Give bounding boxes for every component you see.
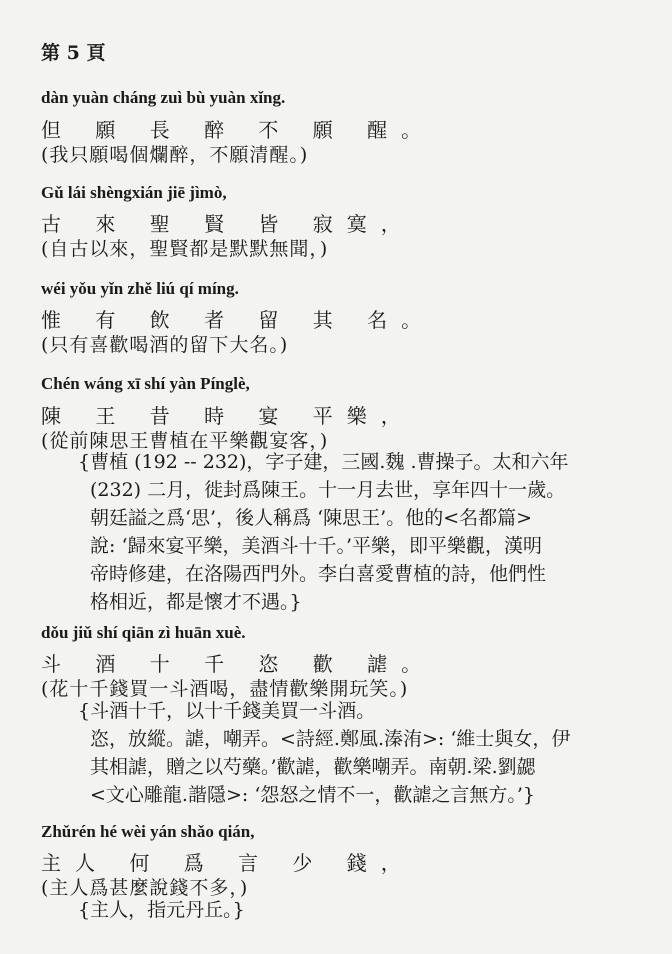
verse-2-translation: (自古以來，聖賢都是默默無聞，) [41, 238, 329, 260]
verse-3-pinyin: wéi yǒu yǐn zhě liú qí míng. [41, 279, 239, 298]
note-line: 帝時修建，在洛陽西門外。李白喜愛曹植的詩，他們性 [90, 563, 547, 585]
verse-5-hanzi: 斗 酒 十 千 恣 歡 謔。 [41, 652, 436, 676]
verse-3-translation: (只有喜歡喝酒的留下大名。) [41, 334, 289, 356]
note-line: 恣，放縱。謔，嘲弄。<詩經.鄭風.溱洧>: ‘維士與女，伊 [90, 728, 571, 750]
note-line: 朝廷謚之爲‘思’，後人稱爲 ‘陳思王’。他的<名都篇> [90, 507, 533, 529]
verse-4-pinyin: Chén wáng xī shí yàn Pínglè, [41, 374, 250, 393]
verse-6-hanzi: 主人 何 爲 言 少 錢， [41, 851, 415, 875]
verse-4-note [78, 448, 638, 616]
note-line: {斗酒十千，以十千錢美買一斗酒。 [78, 700, 376, 722]
note-line: (232) 二月，徙封爲陳王。十一月去世，享年四十一歲。 [90, 479, 566, 501]
verse-1-pinyin: dàn yuàn cháng zuì bù yuàn xǐng. [41, 88, 286, 107]
verse-4-hanzi: 陳 王 昔 時 宴 平樂， [41, 404, 415, 428]
note-line: <文心雕龍.諧隱>: ‘怨怒之情不一，歡謔之言無方。’} [90, 784, 535, 806]
note-line: {曹植 (192 -- 232)，字子建，三國.魏 .曹操子。太和六年 [78, 451, 569, 473]
verse-6-translation: (主人爲甚麼說錢不多，) [41, 877, 249, 899]
verse-5-pinyin: dǒu jiǔ shí qiān zì huān xuè. [41, 623, 246, 642]
note-line: {主人，指元丹丘。} [78, 899, 245, 921]
verse-2-hanzi: 古 來 聖 賢 皆 寂寞， [41, 212, 415, 236]
verse-1-hanzi: 但 願 長 醉 不 願 醒。 [41, 118, 436, 142]
verse-6-pinyin: Zhǔrén hé wèi yán shǎo qián, [41, 822, 255, 841]
note-line: 格相近，都是懷才不遇。} [90, 591, 302, 613]
note-line: 其相謔，贈之以芍藥。’歡謔，歡樂嘲弄。南朝.梁.劉勰 [90, 756, 536, 778]
verse-1-translation: (我只願喝個爛醉，不願清醒。) [41, 144, 309, 166]
verse-5-note [78, 697, 638, 809]
verse-3-hanzi: 惟 有 飲 者 留 其 名。 [41, 308, 436, 332]
note-line: 說: ‘歸來宴平樂，美酒斗十千。’平樂，即平樂觀，漢明 [90, 535, 543, 557]
verse-2-pinyin: Gǔ lái shèngxián jiē jìmò, [41, 183, 227, 202]
page-number: 第 5 頁 [41, 42, 106, 64]
verse-5-translation: (花十千錢買一斗酒喝，盡情歡樂開玩笑。) [41, 678, 409, 700]
verse-4-translation: (從前陳思王曹植在平樂觀宴客，) [41, 430, 329, 452]
verse-6-note [78, 896, 638, 924]
